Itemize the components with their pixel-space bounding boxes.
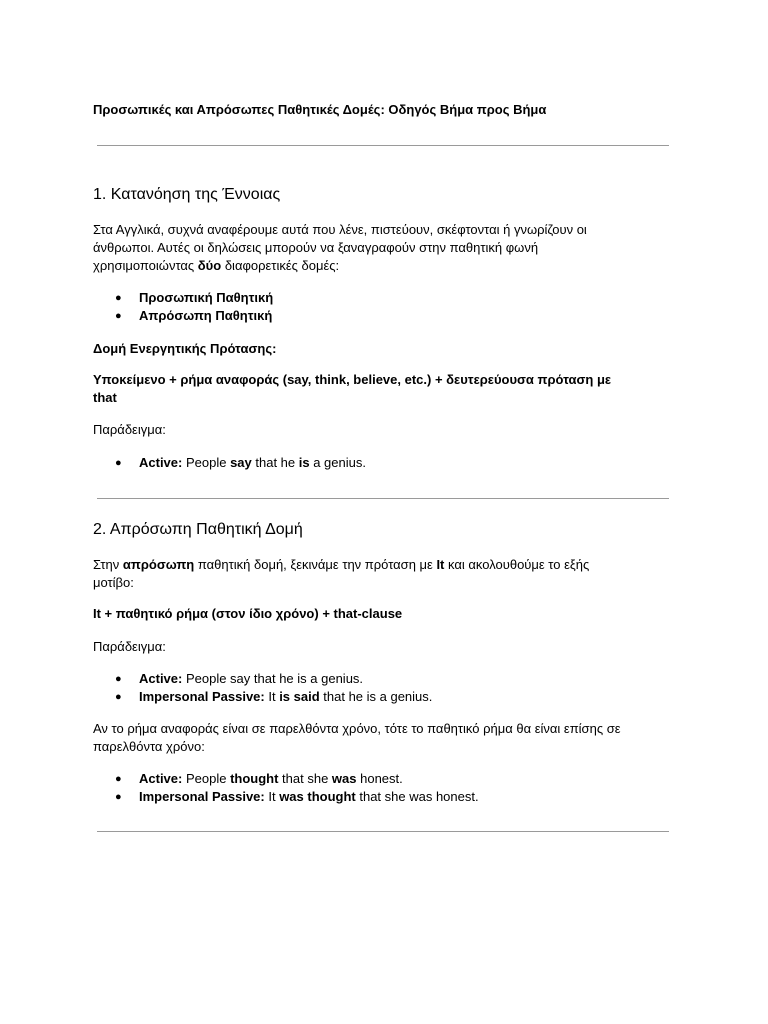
example-text: People say that he is a genius.: [182, 671, 364, 686]
section1-intro-line1: Στα Αγγλικά, συχνά αναφέρουμε αυτά που λένε, πιστεύουν, σκέφτονται ή γνωρίζουν οι: [93, 222, 587, 237]
section2-intro-line2: μοτίβο:: [93, 575, 134, 590]
example-text: It: [264, 789, 280, 804]
past-note-line1: Αν το ρήμα αναφοράς είναι σε παρελθόντα χρόνο, τότε το παθητικό ρήμα θα είναι επίσης σε: [93, 721, 621, 736]
document-title: Προσωπικές και Απρόσωπες Παθητικές Δομές: Οδηγός Βήμα προς Βήμα: [93, 102, 547, 117]
example-bold: was: [331, 771, 357, 786]
section1-example-item: [139, 454, 366, 472]
section1-example-label: Παράδειγμα:: [93, 422, 166, 437]
bullet-icon: ●: [115, 457, 122, 469]
example-label: Active:: [139, 455, 183, 470]
active-structure-line2: that: [93, 390, 117, 405]
intro-bold-text: δύο: [197, 258, 222, 273]
section2-heading: 2. Απρόσωπη Παθητική Δομή: [93, 521, 303, 538]
example-text: that he: [251, 455, 299, 470]
example-text: that she was honest.: [355, 789, 479, 804]
example-text: a genius.: [309, 455, 366, 470]
bullet-icon: ●: [115, 292, 122, 304]
example-bold: was thought: [279, 789, 356, 804]
section1-intro-line3: [93, 257, 339, 275]
active-structure-label: Δομή Ενεργητικής Πρότασης:: [93, 341, 277, 356]
intro-text: Στην: [93, 557, 123, 572]
example-text: that she: [278, 771, 332, 786]
example-bold: say: [230, 455, 252, 470]
structure-item-personal: Προσωπική Παθητική: [139, 290, 274, 305]
structure-item-impersonal: Απρόσωπη Παθητική: [139, 308, 273, 323]
example-text: honest.: [356, 771, 403, 786]
example1-active-item: [139, 670, 363, 688]
intro-bold-text: απρόσωπη: [122, 557, 195, 572]
example1-passive-item: [139, 688, 432, 706]
divider: [97, 498, 669, 499]
intro-text: και ακολουθούμε το εξής: [444, 557, 590, 572]
section1-intro-line2: άνθρωποι. Αυτές οι δηλώσεις μπορούν να ξαναγραφούν στην παθητική φωνή: [93, 240, 539, 255]
example-label: Impersonal Passive:: [139, 789, 265, 804]
intro-bold-text: It: [436, 557, 445, 572]
passive-pattern: It + παθητικό ρήμα (στον ίδιο χρόνο) + that-clause: [93, 606, 403, 621]
example-label: Active:: [139, 671, 183, 686]
example-bold: thought: [230, 771, 279, 786]
example-text: It: [264, 689, 280, 704]
example-text: People: [182, 455, 231, 470]
section1-heading: 1. Κατανόηση της Έννοιας: [93, 186, 281, 203]
example-label: Active:: [139, 771, 183, 786]
intro-text: χρησιμοποιώντας: [93, 258, 198, 273]
bullet-icon: ●: [115, 691, 122, 703]
intro-text: παθητική δομή, ξεκινάμε την πρόταση με: [194, 557, 437, 572]
example-text: that he is a genius.: [319, 689, 433, 704]
example-bold: is said: [279, 689, 320, 704]
example-label: Impersonal Passive:: [139, 689, 265, 704]
bullet-icon: ●: [115, 791, 122, 803]
bullet-icon: ●: [115, 310, 122, 322]
divider: [97, 831, 669, 832]
active-structure-line1: Υποκείμενο + ρήμα αναφοράς (say, think, believe, etc.) + δευτερεύουσα πρόταση με: [93, 372, 612, 387]
example-bold: is: [298, 455, 310, 470]
example-text: People: [182, 771, 231, 786]
section2-intro-line1: [93, 556, 589, 574]
bullet-icon: ●: [115, 673, 122, 685]
divider: [97, 145, 669, 146]
intro-text: διαφορετικές δομές:: [221, 258, 340, 273]
example2-passive-item: [139, 788, 479, 806]
example2-active-item: [139, 770, 403, 788]
bullet-icon: ●: [115, 773, 122, 785]
section2-example-label: Παράδειγμα:: [93, 639, 166, 654]
past-note-line2: παρελθόντα χρόνο:: [93, 739, 205, 754]
